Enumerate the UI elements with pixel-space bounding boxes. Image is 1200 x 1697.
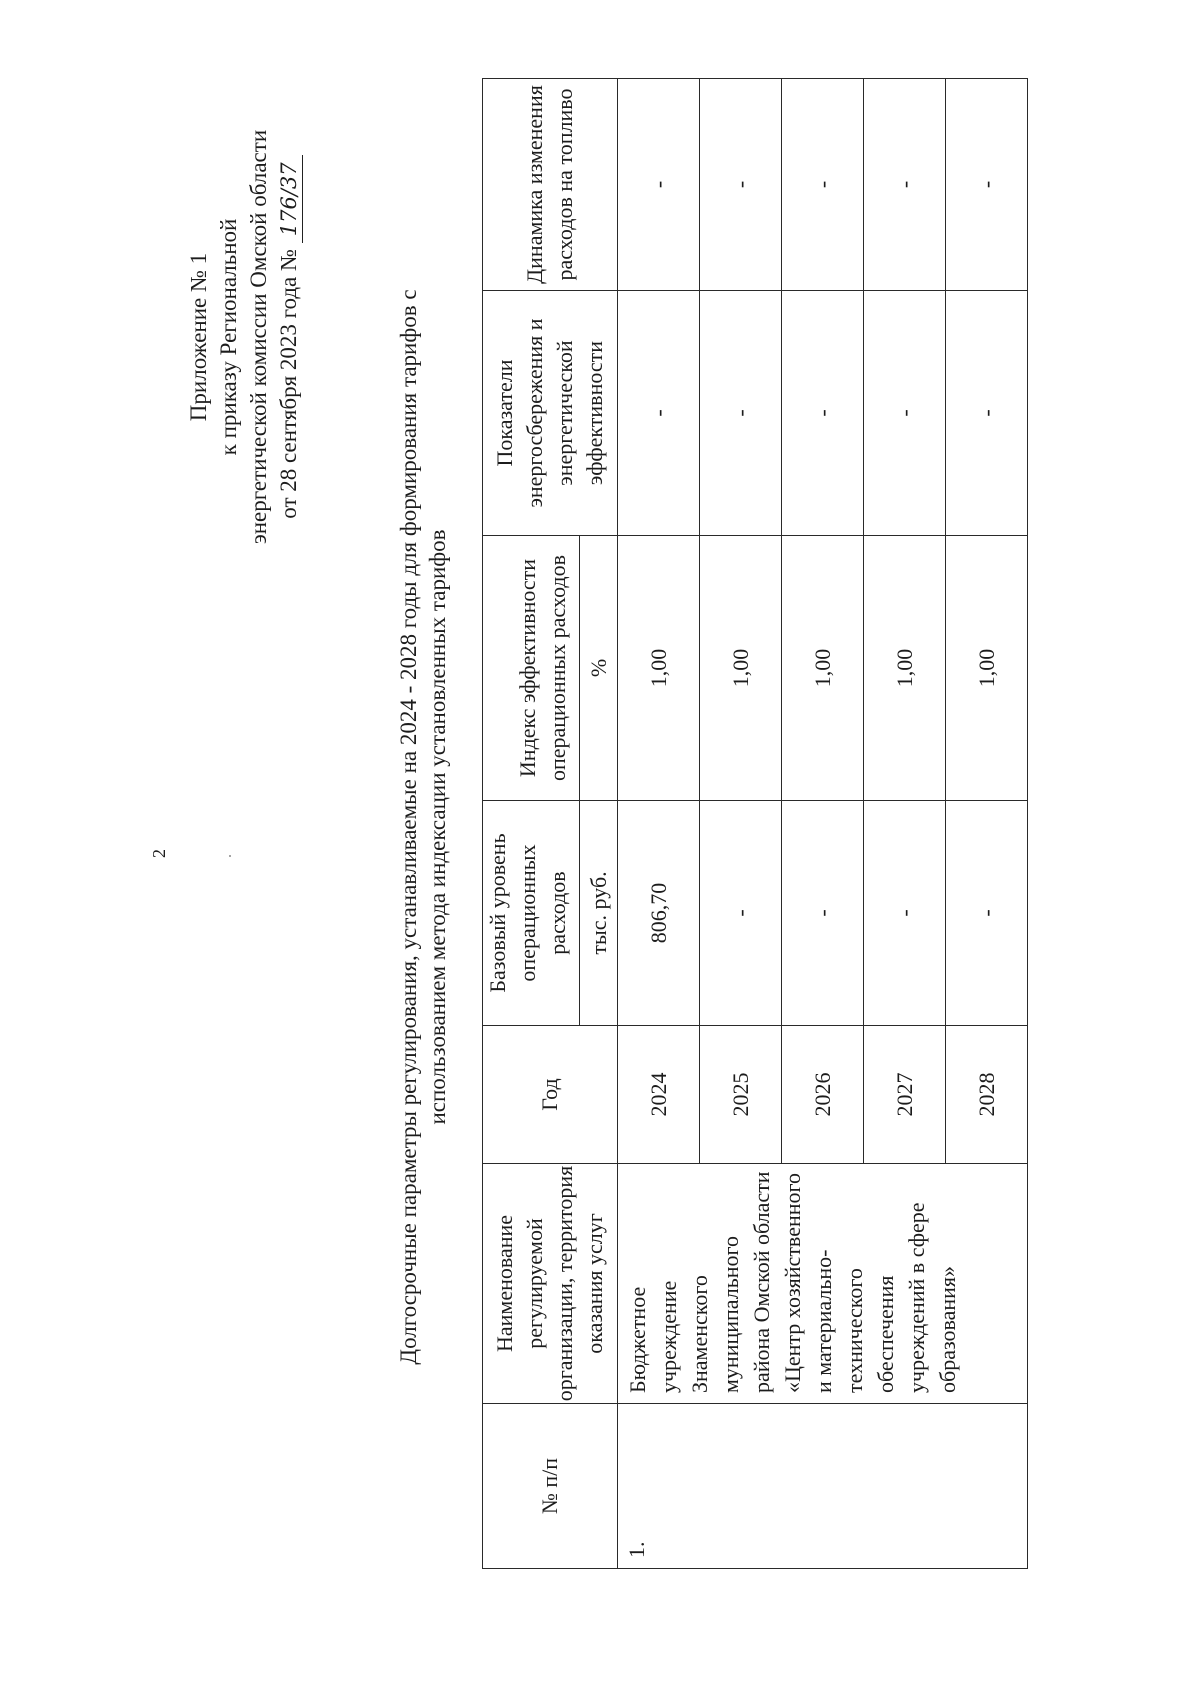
energy-saving-cell: - (700, 291, 782, 536)
handwritten-order-number: 176/37 (276, 155, 303, 243)
base-level-cell: - (864, 801, 946, 1026)
table-row (618, 79, 700, 1569)
efficiency-index-cell: 1,00 (864, 536, 946, 801)
unit-base-level: тыс. руб. (580, 801, 618, 1026)
page-number: 2 (149, 849, 169, 858)
header-energy-saving: Показатели энергосбережения и энергетической эффективности (483, 291, 618, 536)
energy-saving-cell: - (782, 291, 864, 536)
header-num: № п/п (483, 1404, 618, 1569)
appendix-line-1: Приложение № 1 (186, 252, 211, 422)
header-efficiency-index: Индекс эффективности операционных расходов (483, 536, 580, 801)
fuel-dynamics-cell: - (700, 79, 782, 291)
header-base-level: Базовый уровень операционных расходов (483, 801, 580, 1026)
fuel-dynamics-cell: - (946, 79, 1028, 291)
year-cell: 2025 (700, 1026, 782, 1164)
appendix-date-text: от 28 сентября 2023 года № (276, 249, 301, 519)
appendix-line-3: энергетической комиссии Омской области (246, 129, 271, 545)
efficiency-index-cell: 1,00 (946, 536, 1028, 801)
energy-saving-cell: - (946, 291, 1028, 536)
year-cell: 2028 (946, 1026, 1028, 1164)
base-level-cell: - (782, 801, 864, 1026)
fuel-dynamics-cell: - (618, 79, 700, 291)
efficiency-index-cell: 1,00 (700, 536, 782, 801)
year-cell: 2026 (782, 1026, 864, 1164)
appendix-line-2: к приказу Региональной (216, 218, 241, 456)
energy-saving-cell: - (864, 291, 946, 536)
appendix-line-4 (274, 77, 304, 597)
fuel-dynamics-cell: - (864, 79, 946, 291)
efficiency-index-cell: 1,00 (782, 536, 864, 801)
header-fuel-dynamics: Динамика изменения расходов на топливо (483, 79, 618, 291)
row-number: 1. (618, 1404, 1028, 1569)
organization-name: Бюджетное учреждение Знаменского муниципального района Омской области «Центр хозяйственного и материально-технического обеспечения учреждений в сфере образования» (618, 1164, 1028, 1404)
base-level-cell: 806,70 (618, 801, 700, 1026)
header-row (483, 79, 580, 1569)
unit-efficiency-index: % (580, 536, 618, 801)
document-title (394, 77, 452, 1577)
year-cell: 2027 (864, 1026, 946, 1164)
base-level-cell: - (946, 801, 1028, 1026)
efficiency-index-cell: 1,00 (618, 536, 700, 801)
energy-saving-cell: - (618, 291, 700, 536)
tariff-parameters-table (482, 78, 1028, 1569)
title-line-1: Долгосрочные параметры регулирования, устанавливаемые на 2024 - 2028 годы для формирования тарифов с (396, 289, 421, 1365)
header-organization: Наименование регулируемой организации, территория оказания услуг (483, 1164, 618, 1404)
title-line-2: использованием метода индексации установленных тарифов (425, 529, 450, 1125)
fuel-dynamics-cell: - (782, 79, 864, 291)
header-year: Год (483, 1026, 618, 1164)
appendix-block (184, 77, 304, 597)
year-cell: 2024 (618, 1026, 700, 1164)
base-level-cell: - (700, 801, 782, 1026)
